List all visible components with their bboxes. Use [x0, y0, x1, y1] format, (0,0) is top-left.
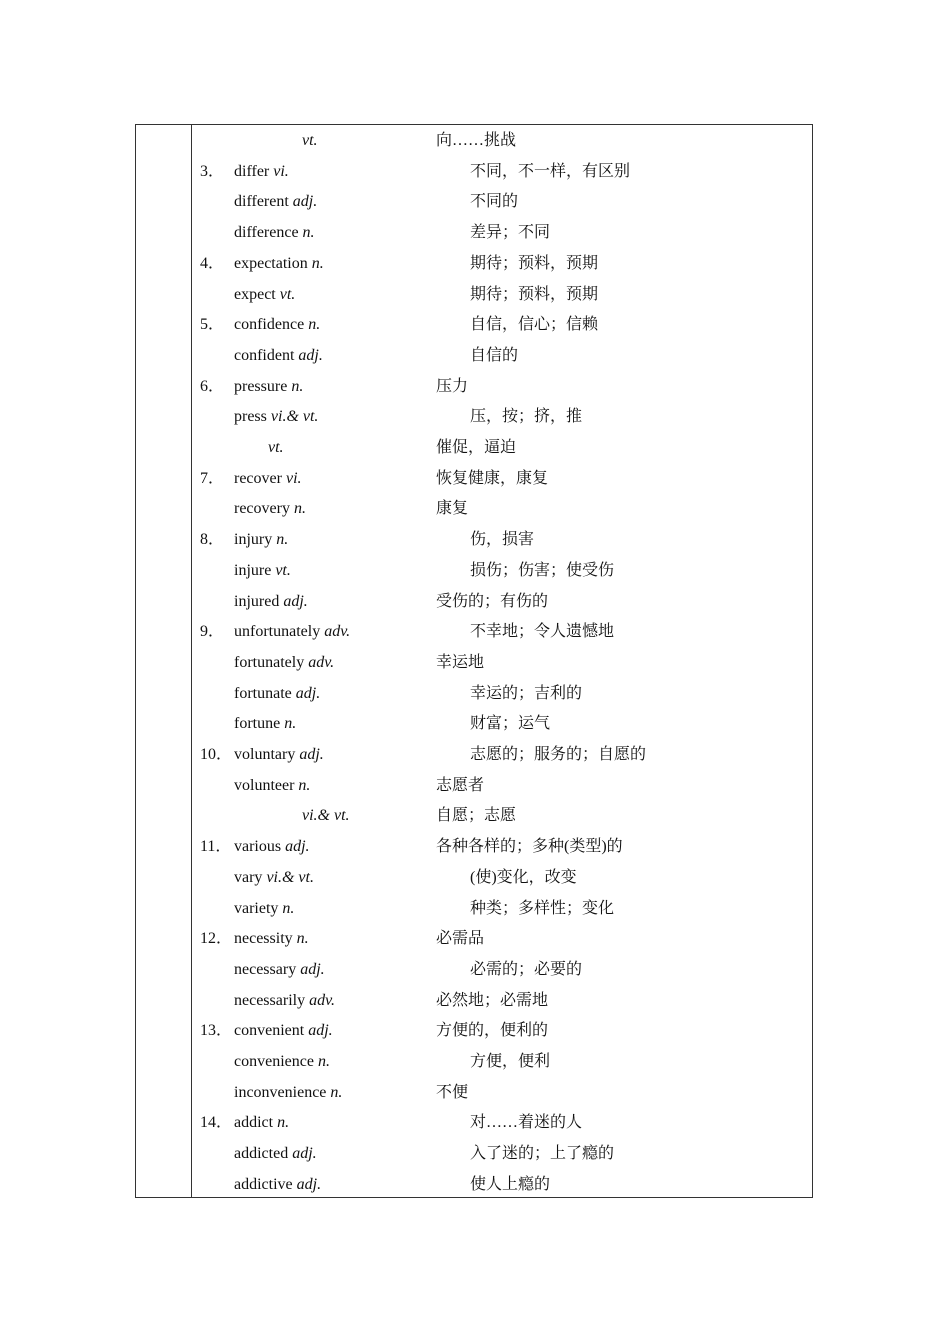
meaning: 不同的 [470, 193, 519, 211]
vocab-row [136, 525, 812, 555]
part-of-speech: vi.& vt. [270, 408, 319, 426]
word-text: fortunately [234, 653, 305, 671]
meaning: 催促，逼迫 [436, 439, 517, 456]
part-of-speech: n. [298, 776, 311, 794]
meaning: 对……着迷的人 [470, 1114, 583, 1132]
entry-number: 10． [200, 746, 233, 763]
entry-number: 14． [200, 1114, 233, 1132]
part-of-speech: adv. [308, 653, 335, 671]
headword [234, 648, 334, 678]
word-text: necessary [234, 960, 297, 978]
part-of-speech: n. [277, 1114, 290, 1132]
headword [234, 187, 317, 217]
vocab-row [136, 218, 812, 248]
part-of-speech: vi. [273, 162, 289, 180]
vocab-row [136, 280, 812, 310]
part-of-speech: adj. [298, 346, 323, 364]
part-of-speech: adj. [299, 746, 324, 763]
meaning: 种类；多样性；变化 [470, 899, 615, 917]
part-of-speech: n. [317, 1053, 330, 1070]
headword [234, 1139, 317, 1169]
headword [234, 986, 335, 1016]
part-of-speech: adj. [300, 960, 325, 978]
headword [234, 372, 303, 402]
meaning: 不便 [436, 1083, 469, 1101]
meaning: 自信的 [470, 346, 519, 364]
vocab-row [136, 402, 812, 432]
meaning: 康复 [436, 500, 469, 518]
word-text: addictive [234, 1175, 293, 1193]
vocab-row [136, 1108, 812, 1138]
part-of-speech: vt. [268, 439, 284, 456]
word-text: addict [234, 1114, 274, 1132]
word-text: injured [234, 592, 280, 610]
meaning: 恢复健康，康复 [436, 469, 549, 487]
part-of-speech: vt. [275, 561, 291, 579]
part-of-speech: vt. [279, 285, 296, 303]
word-text: fortunate [234, 684, 292, 702]
headword [234, 464, 302, 494]
entry-number: 6． [200, 377, 225, 395]
meaning: 向……挑战 [436, 132, 517, 149]
headword [234, 218, 315, 248]
headword [234, 679, 320, 709]
word-text: injury [234, 531, 273, 549]
headword [234, 771, 310, 801]
headword [234, 587, 308, 617]
vocab-row [136, 894, 812, 924]
meaning: 差异；不同 [470, 224, 551, 242]
meaning: 财富；运气 [470, 715, 551, 733]
vocab-row [136, 1047, 812, 1077]
headword [234, 556, 291, 586]
part-of-speech: n. [330, 1083, 343, 1101]
entry-number: 4． [200, 254, 225, 272]
vocab-row [136, 863, 812, 893]
meaning: 自信，信心；信赖 [470, 316, 599, 334]
vocab-row [136, 249, 812, 279]
headword [234, 157, 289, 187]
part-of-speech: adj. [292, 193, 318, 211]
word-text: recovery [234, 500, 290, 518]
meaning: 受伤的；有伤的 [436, 592, 549, 610]
headword [234, 1047, 330, 1077]
entry-number: 7． [200, 469, 225, 487]
meaning: 伤，损害 [470, 531, 535, 549]
vocab-row [136, 648, 812, 678]
meaning: 各种各样的；多种(类型)的 [436, 838, 623, 856]
headword [234, 525, 288, 555]
headword [234, 894, 294, 924]
part-of-speech: n. [291, 377, 304, 395]
vocab-row [136, 924, 812, 954]
part-of-speech: n. [284, 715, 297, 733]
word-text: vary [234, 868, 263, 886]
vocab-row [136, 157, 812, 187]
word-text: unfortunately [234, 623, 321, 641]
meaning: (使)变化，改变 [470, 868, 577, 886]
part-of-speech: vi.& vt. [302, 807, 350, 825]
meaning: 必需的；必要的 [470, 960, 583, 978]
vocab-row [136, 1170, 812, 1200]
vocab-row [136, 341, 812, 371]
meaning: 必然地；必需地 [436, 991, 549, 1009]
headword [234, 617, 350, 647]
meaning: 入了迷的；上了瘾的 [470, 1145, 615, 1163]
part-of-speech: n. [308, 316, 321, 334]
part-of-speech: n. [302, 224, 315, 242]
headword [234, 494, 306, 524]
vocab-row [136, 740, 812, 770]
part-of-speech: adj. [296, 1175, 322, 1193]
part-of-speech: vt. [302, 132, 318, 149]
word-text: confident [234, 346, 295, 364]
meaning: 压，按；挤，推 [470, 408, 583, 426]
headword [234, 1108, 289, 1138]
vocab-row [136, 494, 812, 524]
headword [302, 126, 318, 156]
part-of-speech: adj. [285, 838, 310, 856]
word-text: necessity [234, 930, 293, 948]
word-text: differ [234, 162, 270, 180]
part-of-speech: n. [282, 899, 295, 917]
entry-number: 11． [200, 838, 232, 856]
vocab-row [136, 310, 812, 340]
entry-number: 3． [200, 162, 225, 180]
word-text: press [234, 408, 267, 426]
vocab-row [136, 679, 812, 709]
meaning: 不同，不一样，有区别 [470, 162, 631, 180]
part-of-speech: n. [311, 254, 324, 272]
entry-number: 5． [200, 316, 225, 334]
part-of-speech: n. [293, 500, 306, 518]
meaning: 方便的，便利的 [436, 1022, 549, 1040]
vocab-row [136, 556, 812, 586]
headword [268, 433, 284, 463]
headword [302, 801, 350, 831]
part-of-speech: adv. [324, 623, 351, 641]
word-text: injure [234, 561, 272, 579]
meaning: 必需品 [436, 930, 485, 948]
meaning: 幸运的；吉利的 [470, 684, 583, 702]
headword [234, 924, 309, 954]
part-of-speech: adj. [283, 592, 308, 610]
vocab-row [136, 433, 812, 463]
part-of-speech: adj. [292, 1145, 317, 1163]
word-text: voluntary [234, 746, 296, 763]
part-of-speech: n. [296, 930, 309, 948]
vocab-row [136, 126, 812, 156]
meaning: 自愿；志愿 [436, 807, 517, 825]
vocab-row [136, 832, 812, 862]
vocab-row [136, 709, 812, 739]
headword [234, 832, 310, 862]
meaning: 使人上瘾的 [470, 1175, 551, 1193]
headword [234, 249, 324, 279]
headword [234, 1078, 342, 1108]
meaning: 期待；预料，预期 [470, 254, 599, 272]
vocab-row [136, 955, 812, 985]
vocab-row [136, 1078, 812, 1108]
vocab-row [136, 1139, 812, 1169]
entry-number: 8． [200, 531, 225, 549]
word-text: convenience [234, 1053, 314, 1070]
headword [234, 402, 318, 432]
vocab-row [136, 801, 812, 831]
part-of-speech: vi. [285, 469, 302, 487]
part-of-speech: adv. [309, 991, 335, 1009]
part-of-speech: adj. [295, 684, 321, 702]
meaning: 志愿的；服务的；自愿的 [470, 746, 647, 763]
entry-number: 12． [200, 930, 233, 948]
meaning: 期待；预料，预期 [470, 285, 599, 303]
meaning: 损伤；伤害；使受伤 [470, 561, 615, 579]
headword [234, 1016, 333, 1046]
headword [234, 863, 314, 893]
word-text: variety [234, 899, 279, 917]
word-text: expect [234, 285, 276, 303]
word-text: necessarily [234, 991, 306, 1009]
meaning: 方便，便利 [470, 1053, 551, 1070]
entry-number: 9． [200, 623, 225, 641]
word-text: pressure [234, 377, 288, 395]
word-text: various [234, 838, 282, 856]
word-text: difference [234, 224, 299, 242]
vocab-row [136, 372, 812, 402]
vocab-row [136, 187, 812, 217]
headword [234, 341, 323, 371]
vocab-row [136, 617, 812, 647]
meaning: 不幸地；令人遗憾地 [470, 623, 615, 641]
word-text: recover [234, 469, 282, 487]
headword [234, 740, 324, 770]
vocab-row [136, 464, 812, 494]
headword [234, 1170, 321, 1200]
meaning: 幸运地 [436, 653, 485, 671]
meaning: 志愿者 [436, 776, 485, 794]
entry-number: 13． [200, 1022, 233, 1040]
part-of-speech: n. [276, 531, 289, 549]
word-text: confidence [234, 316, 305, 334]
meaning: 压力 [436, 377, 469, 395]
vocab-row [136, 986, 812, 1016]
headword [234, 955, 325, 985]
word-text: addicted [234, 1145, 289, 1163]
word-text: convenient [234, 1022, 305, 1040]
part-of-speech: adj. [308, 1022, 333, 1040]
word-text: inconvenience [234, 1083, 327, 1101]
word-text: fortune [234, 715, 281, 733]
vocab-row [136, 771, 812, 801]
word-text: volunteer [234, 776, 295, 794]
headword [234, 280, 295, 310]
part-of-speech: vi.& vt. [266, 868, 314, 886]
vocab-row [136, 587, 812, 617]
vocabulary-table [135, 124, 813, 1198]
headword [234, 709, 296, 739]
headword [234, 310, 320, 340]
word-text: expectation [234, 254, 308, 272]
word-text: different [234, 193, 289, 211]
vocab-row [136, 1016, 812, 1046]
